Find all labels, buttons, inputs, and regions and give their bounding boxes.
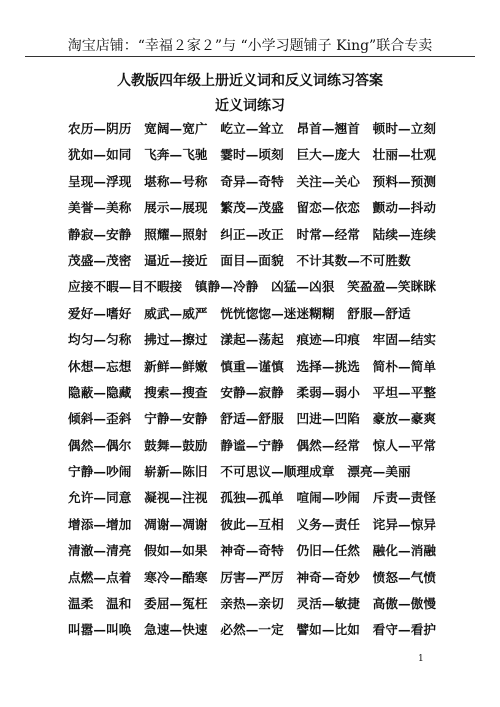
synonym-line: 偶然—偶尔 鼓舞—鼓励 静谧—宁静 偶然—经常 惊人—平常	[68, 437, 437, 453]
header-shop-text: 淘宝店铺：“幸福２家２”与 “小学习题铺子 King”联合专卖	[67, 38, 433, 54]
synonym-line: 增添—增加 凋谢—凋谢 彼此—互相 义务—责任 诧异—惊异	[68, 516, 437, 532]
synonym-line: 呈现—浮现 堪称—号称 奇异—奇特 关注—关心 预料—预测	[68, 173, 437, 189]
synonym-list	[68, 116, 488, 644]
synonym-line: 犹如—如同 飞奔—飞驰 霎时—顷刻 巨大—庞大 壮丽—壮观	[68, 147, 437, 163]
section-title: 近义词练习	[215, 98, 285, 114]
synonym-line: 倾斜—歪斜 宁静—安静 舒适—舒服 凹进—凹陷 豪放—豪爽	[68, 411, 437, 427]
synonym-line: 点燃—点着 寒冷—酷寒 厉害—严厉 神奇—奇妙 愤怒—气愤	[68, 569, 437, 585]
synonym-line: 均匀—匀称 拂过—擦过 漾起—荡起 痕迹—印痕 牢固—结实	[68, 332, 437, 348]
synonym-line: 爱好—嗜好 威武—威严 恍恍惚惚—迷迷糊糊 舒服—舒适	[68, 305, 411, 321]
page-number: 1	[418, 654, 424, 664]
synonym-line: 允许—同意 凝视—注视 孤独—孤单 喧闹—吵闹 斥责—责怪	[68, 490, 437, 506]
synonym-line: 农历—阴历 宽阔—宽广 屹立—耸立 昂首—翘首 顿时—立刻	[68, 121, 437, 136]
synonym-line: 静寂—安静 照耀—照射 纠正—改正 时常—经常 陆续—连续	[68, 226, 437, 242]
synonym-line: 应接不暇—目不暇接 镇静—冷静 凶猛—凶狠 笑盈盈—笑眯眯	[68, 279, 437, 295]
synonym-line: 茂盛—茂密 逼近—接近 面目—面貌 不计其数—不可胜数	[68, 252, 411, 268]
synonym-line: 美誉—美称 展示—展现 繁茂—茂盛 留恋—依恋 颤动—抖动	[68, 200, 437, 216]
synonym-line: 叫嚣—叫唤 急速—快速 必然—一定 譬如—比如 看守—看护	[68, 622, 437, 638]
synonym-line: 清澈—清亮 假如—如果 神奇—奇特 仍旧—任然 融化—消融	[68, 543, 437, 559]
synonym-line: 休想—忘想 新鲜—鲜嫩 慎重—谨慎 选择—挑选 简朴—简单	[68, 358, 437, 374]
page-header	[0, 0, 500, 60]
document-title: 人教版四年级上册近义词和反义词练习答案	[117, 73, 383, 89]
synonym-line: 宁静—吵闹 崭新—陈旧 不可思议—顺理成章 漂亮—美丽	[68, 464, 411, 480]
synonym-line: 温柔 温和 委屈—冤枉 亲热—亲切 灵活—敏捷 高傲—傲慢	[68, 596, 437, 612]
synonym-line: 隐蔽—隐藏 搜索—搜查 安静—寂静 柔弱—弱小 平坦—平整	[68, 384, 437, 400]
header-divider	[25, 56, 475, 57]
